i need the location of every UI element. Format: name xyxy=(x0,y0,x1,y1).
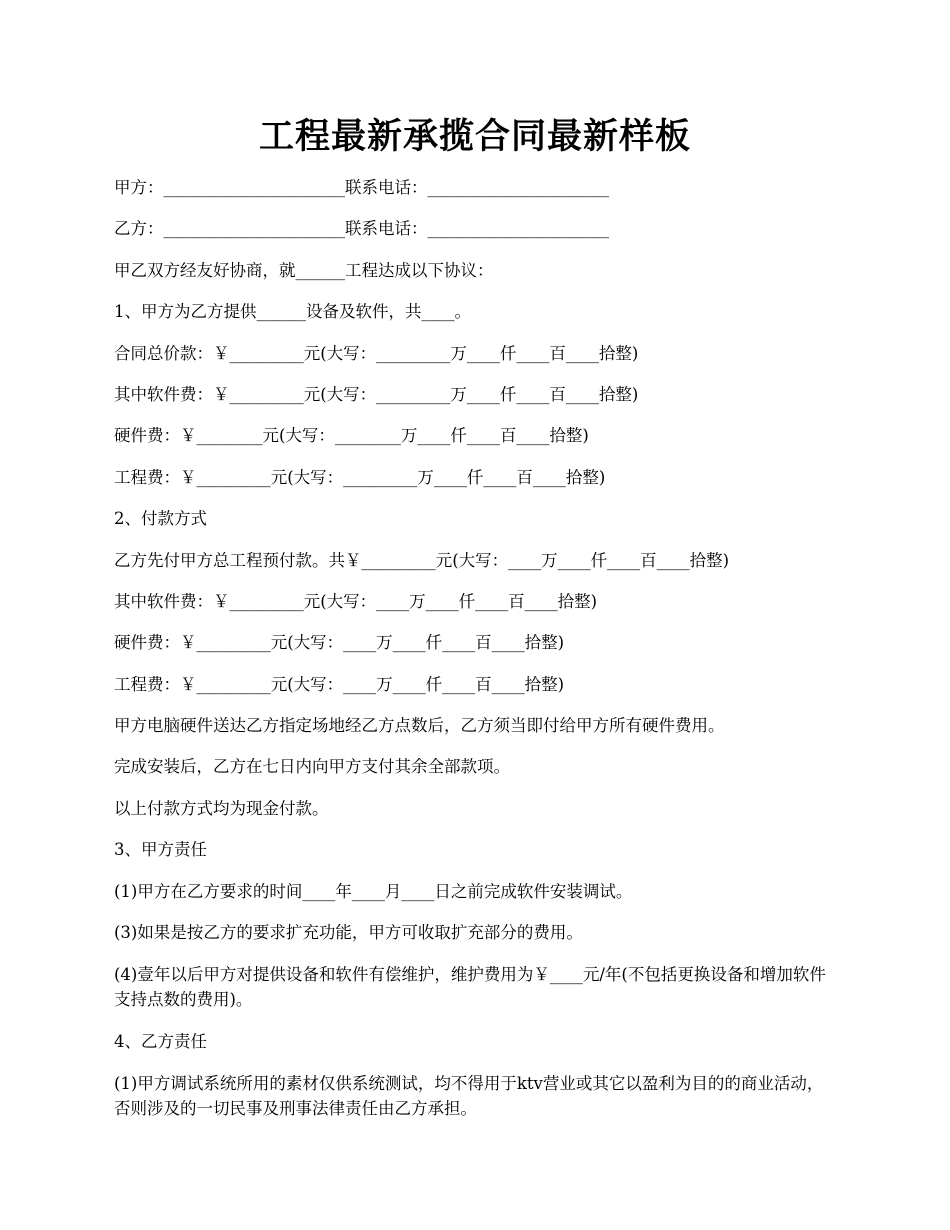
engineering-fee-line: 工程费：￥_________元(大写：_________万____仟____百____拾整) xyxy=(114,467,606,487)
section-heading-party-a: 3、甲方责任 xyxy=(114,840,207,860)
hardware-fee-line: 硬件费：￥________元(大写：________万____仟____百____拾整) xyxy=(114,426,589,446)
section-heading-payment: 2、付款方式 xyxy=(114,509,207,529)
document-body xyxy=(114,176,838,1139)
clause-1: 1、甲方为乙方提供______设备及软件，共____。 xyxy=(114,302,471,322)
party-a-duty-3: (3)如果是按乙方的要求扩充功能，甲方可收取扩充部分的费用。 xyxy=(114,923,583,943)
payment-engineering-fee-line: 工程费：￥_________元(大写：____万____仟____百____拾整) xyxy=(114,674,565,694)
hardware-payment-terms: 甲方电脑硬件送达乙方指定场地经乙方点数后，乙方须当即付给甲方所有硬件费用。 xyxy=(114,716,725,736)
section-heading-party-b: 4、乙方责任 xyxy=(114,1031,207,1051)
party-b-line: 乙方：______________________联系电话：______________________ xyxy=(114,219,609,239)
software-fee-line: 其中软件费：￥_________元(大写：_________万____仟____百____拾整) xyxy=(114,384,639,404)
cash-payment-note: 以上付款方式均为现金付款。 xyxy=(114,798,329,818)
party-a-duty-1: (1)甲方在乙方要求的时间____年____月____日之前完成软件安装调试。 xyxy=(114,881,633,901)
remaining-payment-terms: 完成安装后，乙方在七日内向甲方支付其余全部款项。 xyxy=(114,757,510,777)
party-b-duty-1: (1)甲方调试系统所用的素材仅供系统测试，均不得用于ktv营业或其它以盈利为目的的商业活动，否则涉及的一切民事及刑事法律责任由乙方承担。 xyxy=(114,1074,824,1119)
total-price-line: 合同总价款：￥_________元(大写：_________万____仟____百____拾整) xyxy=(114,343,639,363)
party-a-duty-4: (4)壹年以后甲方对提供设备和软件有偿维护，维护费用为￥____元/年(不包括更换设备和增加软件支持点数的费用)。 xyxy=(114,965,826,1010)
agreement-intro: 甲乙双方经友好协商，就______工程达成以下协议： xyxy=(114,260,494,280)
payment-hardware-fee-line: 硬件费：￥_________元(大写：____万____仟____百____拾整) xyxy=(114,633,565,653)
payment-software-fee-line: 其中软件费：￥_________元(大写：____万____仟____百____拾整) xyxy=(114,591,598,611)
document-title: 工程最新承揽合同最新样板 xyxy=(258,116,691,157)
party-a-line: 甲方：______________________联系电话：______________________ xyxy=(114,178,609,197)
prepayment-line: 乙方先付甲方总工程预付款。共￥_________元(大写：____万____仟____百____拾整) xyxy=(114,550,730,570)
